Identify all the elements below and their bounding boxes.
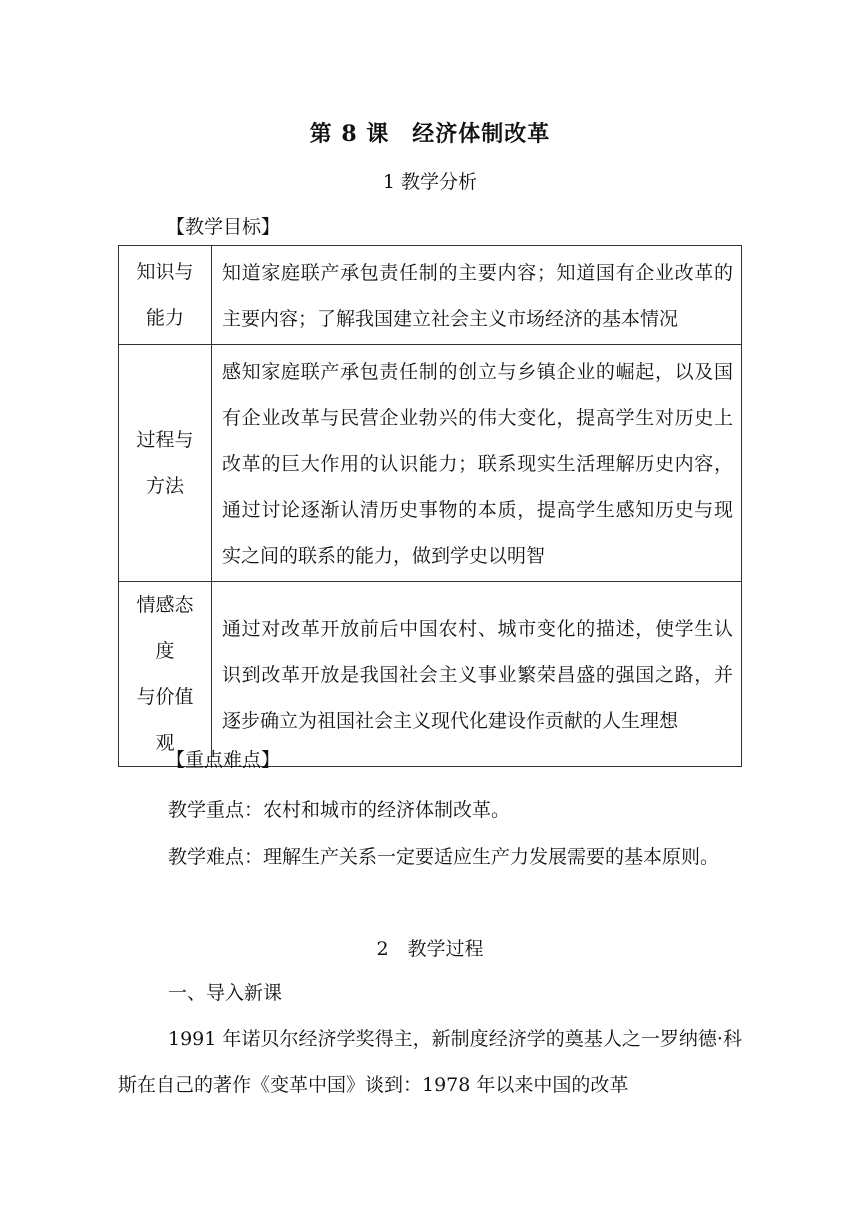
intro-heading: 一、导入新课 (168, 982, 283, 1004)
intro-paragraph: 1991 年诺贝尔经济学奖得主，新制度经济学的奠基人之一罗纳德·科斯在自己的著作《变革中国》谈到：1978 年以来中国的改革 (118, 1028, 742, 1096)
label-line: 与价值 (136, 686, 194, 708)
label-line: 能力 (145, 307, 184, 329)
objectives-table (118, 245, 742, 767)
label-line: 观 (155, 732, 175, 754)
keypoints-heading: 【重点难点】 (166, 749, 281, 771)
label-line: 知识与 (136, 261, 194, 283)
row-content-process: 感知家庭联产承包责任制的创立与乡镇企业的崛起，以及国有企业改革与民营企业勃兴的伟大变化，提高学生对历史上改革的巨大作用的认识能力；联系现实生活理解历史内容，通过讨论逐渐认清历史事物的本质，提高学生感知历史与现实之间的联系的能力，做到学史以明智 (212, 345, 742, 582)
objectives-heading: 【教学目标】 (166, 216, 281, 238)
table-row (119, 345, 742, 582)
row-content-emotion: 通过对改革开放前后中国农村、城市变化的描述，使学生认识到改革开放是我国社会主义事业繁荣昌盛的强国之路，并逐步确立为祖国社会主义现代化建设作贡献的人生理想 (212, 582, 742, 767)
teaching-focus: 教学重点：农村和城市的经济体制改革。 (168, 799, 511, 821)
row-label-process (119, 345, 212, 582)
label-line: 情感态 (136, 594, 194, 616)
table-row (119, 246, 742, 345)
label-line: 过程与 (136, 429, 194, 451)
section-heading-analysis: 1 教学分析 (382, 171, 478, 193)
label-line: 度 (155, 640, 175, 662)
section-heading-process: 2 教学过程 (376, 938, 484, 960)
teaching-difficulty: 教学难点：理解生产关系一定要适应生产力发展需要的基本原则。 (168, 846, 720, 868)
row-label-knowledge (119, 246, 212, 345)
label-line: 方法 (145, 475, 184, 497)
lesson-title: 第 8 课 经济体制改革 (309, 121, 551, 147)
row-label-emotion (119, 582, 212, 767)
table-row (119, 582, 742, 767)
row-content-knowledge: 知道家庭联产承包责任制的主要内容；知道国有企业改革的主要内容；了解我国建立社会主义市场经济的基本情况 (212, 246, 742, 345)
